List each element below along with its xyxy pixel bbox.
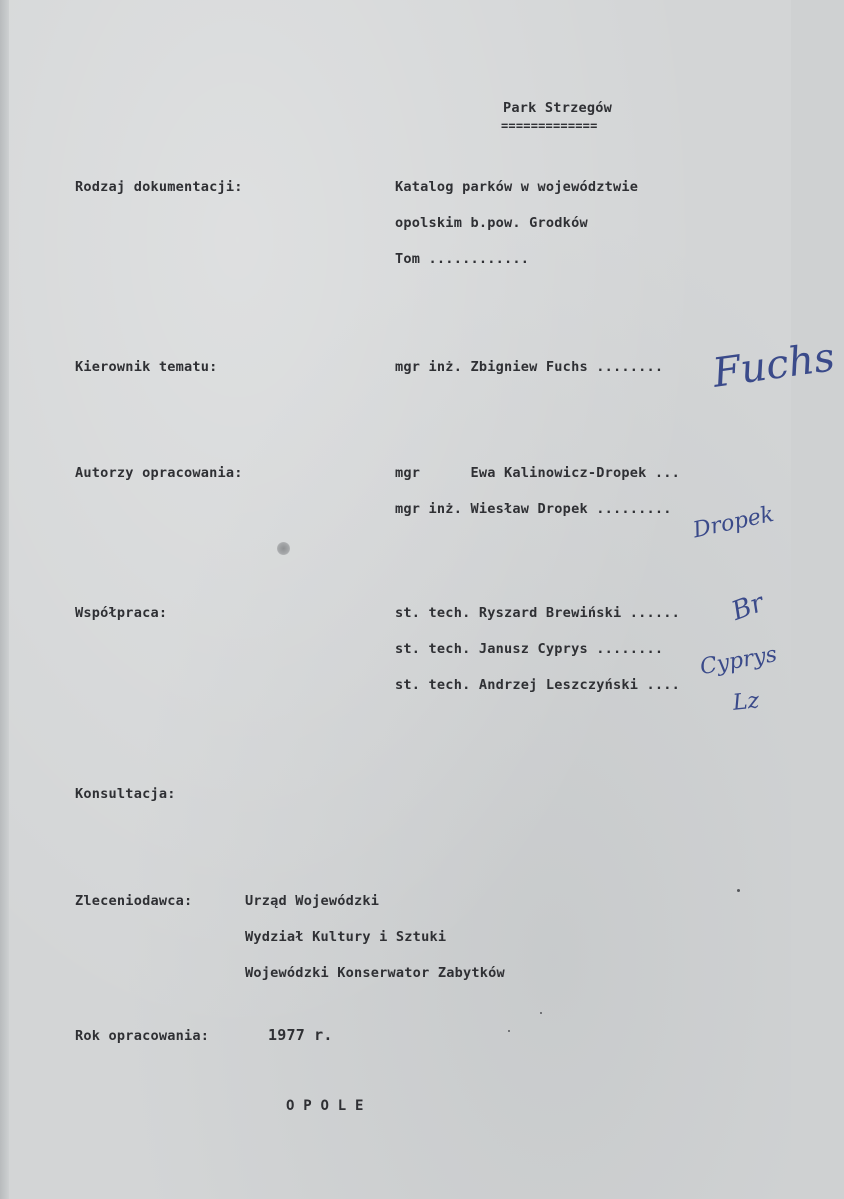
documentation-type-line-2: opolskim b.pow. Grodków — [395, 215, 588, 231]
paper-speck — [737, 889, 740, 892]
paper-stain — [277, 542, 290, 555]
cooperation-label: Współpraca: — [75, 605, 168, 621]
authors-line-2: mgr inż. Wiesław Dropek ......... — [395, 501, 672, 517]
commissioner-line-3: Wojewódzki Konserwator Zabytków — [245, 965, 505, 981]
commissioner-line-1: Urząd Wojewódzki — [245, 893, 380, 909]
topic-manager-signature-text: Fuchs — [710, 334, 838, 397]
page-left-edge — [0, 0, 9, 1199]
cooperation-line-2: st. tech. Janusz Cyprys ........ — [395, 641, 664, 657]
cooperation-signature-3-text: Lz — [731, 688, 761, 716]
cooperation-signature-2-text: Cyprys — [698, 642, 779, 681]
paper-speck — [540, 1012, 542, 1014]
authors-line-1: mgr Ewa Kalinowicz-Dropek ... — [395, 465, 681, 481]
consultation-label: Konsultacja: — [75, 786, 176, 802]
year-label: Rok opracowania: — [75, 1028, 210, 1044]
document-title: Park Strzegów — [503, 100, 612, 116]
cooperation-line-3: st. tech. Andrzej Leszczyński .... — [395, 677, 681, 693]
topic-manager-signature — [653, 289, 844, 450]
topic-manager-label: Kierownik tematu: — [75, 359, 218, 375]
authors-label: Autorzy opracowania: — [75, 465, 243, 481]
authors-signature — [658, 477, 781, 573]
documentation-type-label: Rodzaj dokumentacji: — [75, 179, 243, 195]
authors-signature-text: Dropek — [690, 501, 777, 544]
year-value: 1977 r. — [268, 1026, 333, 1044]
paper-speck — [508, 1030, 510, 1032]
documentation-type-line-1: Katalog parków w województwie — [395, 179, 639, 195]
commissioner-line-2: Wydział Kultury i Sztuki — [245, 929, 447, 945]
city: O P O L E — [286, 1098, 364, 1114]
commissioner-label: Zleceniodawca: — [75, 893, 193, 909]
documentation-type-line-3: Tom ............ — [395, 251, 530, 267]
cooperation-signature-3 — [701, 663, 763, 743]
topic-manager-name: mgr inż. Zbigniew Fuchs ........ — [395, 359, 664, 375]
title-underline: ============= — [501, 119, 598, 133]
cooperation-line-1: st. tech. Ryszard Brewiński ...... — [395, 605, 681, 621]
cooperation-signature-1-text: Br — [727, 587, 768, 627]
